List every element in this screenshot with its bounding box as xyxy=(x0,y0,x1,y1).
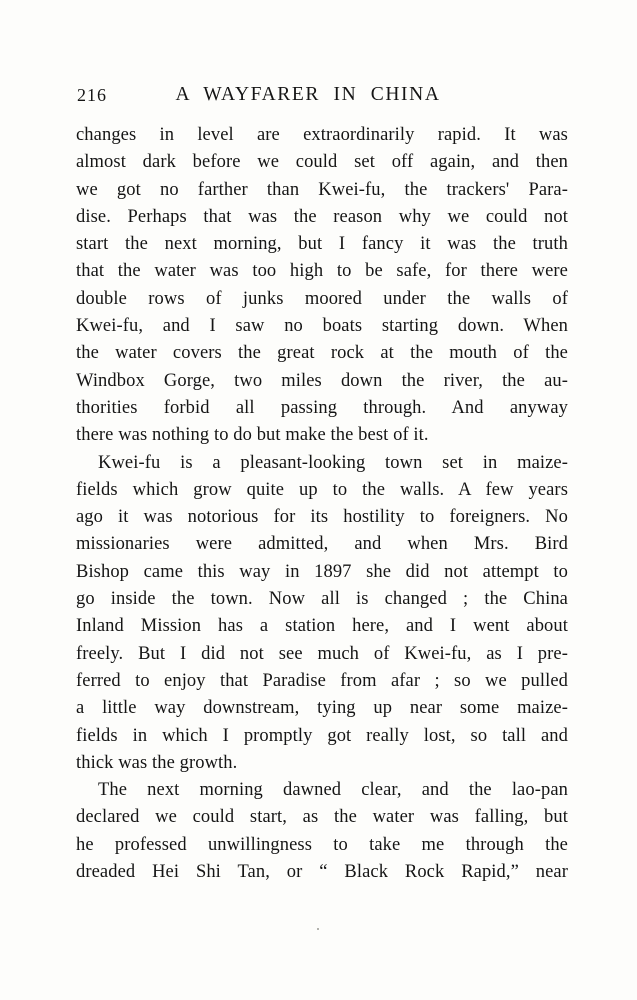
text-line: go inside the town. Now all is changed ; the China xyxy=(76,589,568,610)
text-line: Kwei-fu is a pleasant-looking town set in maize- xyxy=(98,452,568,473)
text-line: we got no farther than Kwei-fu, the trackers' Para- xyxy=(76,179,568,200)
text-line: Inland Mission has a station here, and I went about xyxy=(76,616,568,637)
page-header xyxy=(76,84,568,122)
scan-artifact-dot xyxy=(317,928,319,930)
text-block xyxy=(76,122,568,886)
text-line: The next morning dawned clear, and the lao-pan xyxy=(98,780,568,801)
text-line: Windbox Gorge, two miles down the river, the au- xyxy=(76,370,568,391)
text-line: Kwei-fu, and I saw no boats starting down. When xyxy=(76,316,568,337)
text-line: thorities forbid all passing through. And anyway xyxy=(76,397,568,418)
text-line: start the next morning, but I fancy it was the truth xyxy=(76,234,568,255)
text-line: missionaries were admitted, and when Mrs. Bird xyxy=(76,534,568,555)
text-line: ferred to enjoy that Paradise from afar ; so we pulled xyxy=(76,670,568,691)
text-line: dise. Perhaps that was the reason why we could not xyxy=(76,206,568,227)
text-line: declared we could start, as the water was falling, but xyxy=(76,807,568,828)
text-line: Bishop came this way in 1897 she did not attempt to xyxy=(76,561,568,582)
text-line: almost dark before we could set off again, and then xyxy=(76,152,568,173)
text-line: the water covers the great rock at the mouth of the xyxy=(76,343,568,364)
page-number: 216 xyxy=(77,85,107,105)
text-line: he professed unwillingness to take me through the xyxy=(76,834,568,855)
text-line: a little way downstream, tying up near some maize- xyxy=(76,698,568,719)
text-line: freely. But I did not see much of Kwei-fu, as I pre- xyxy=(76,643,568,664)
running-title: A WAYFARER IN CHINA xyxy=(175,84,441,105)
text-line: thick was the growth. xyxy=(76,752,238,773)
text-line: there was nothing to do but make the best of it. xyxy=(76,425,429,446)
text-line: double rows of junks moored under the walls of xyxy=(76,288,568,309)
text-column xyxy=(76,84,568,886)
text-line: changes in level are extraordinarily rapid. It was xyxy=(76,125,568,145)
text-line: fields in which I promptly got really lost, so tall and xyxy=(76,725,568,746)
text-line: dreaded Hei Shi Tan, or “ Black Rock Rapid,” near xyxy=(76,862,568,883)
text-line: ago it was notorious for its hostility to foreigners. No xyxy=(76,507,568,528)
text-line: that the water was too high to be safe, for there were xyxy=(76,261,568,282)
text-line: fields which grow quite up to the walls. A few years xyxy=(76,479,568,500)
